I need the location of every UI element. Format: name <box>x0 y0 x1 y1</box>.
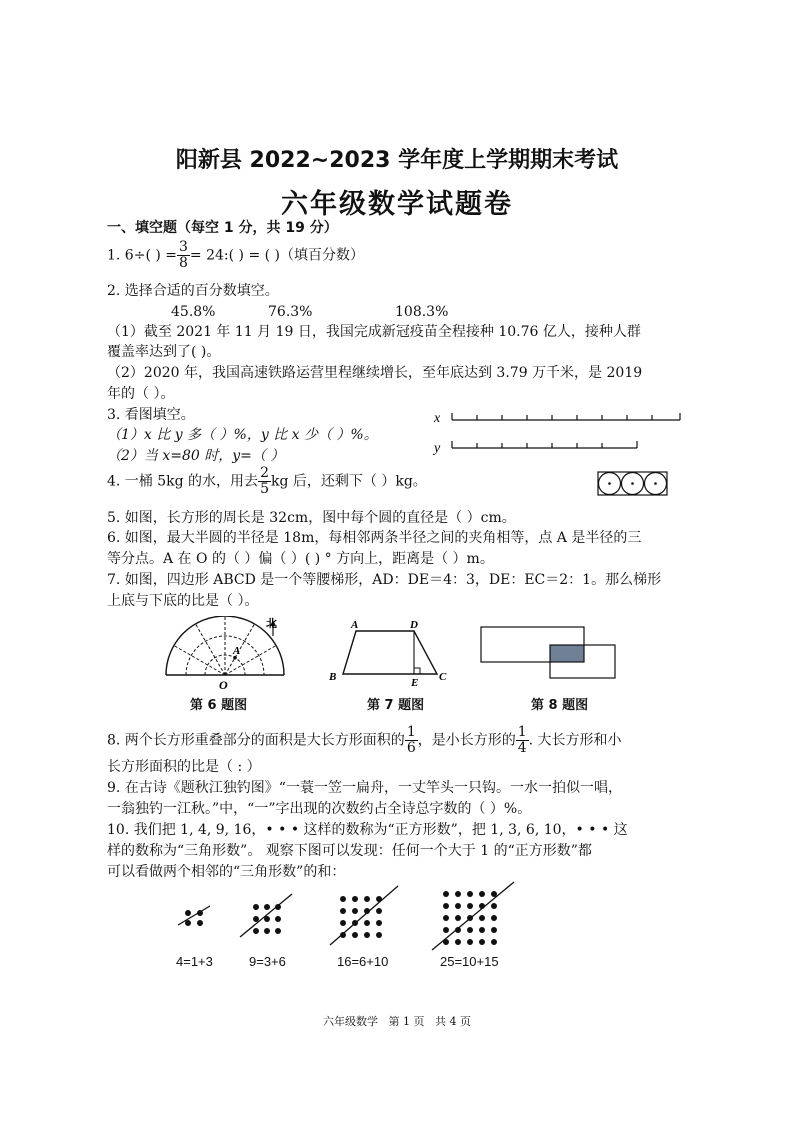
dot-patterns <box>170 880 530 952</box>
y-segment <box>452 441 637 448</box>
dot-pattern-4x4 <box>330 886 398 945</box>
equation-3: 16=6+10 <box>337 954 389 969</box>
circles-rectangle-diagram <box>597 471 669 497</box>
question-7-line2: 上底与下底的比是（ ）。 <box>107 593 259 609</box>
question-2-stem: 2. 选择合适的百分数填空。 <box>107 283 279 299</box>
question-8-line2: 长方形面积的比是（ : ） <box>107 759 261 775</box>
section-heading: 一、填空题（每空 1 分，共 19 分） <box>107 220 338 236</box>
q3-part1: （1）x 比 y 多（ ）%，y 比 x 少（ ）%。 <box>107 427 378 443</box>
equation-4: 25=10+15 <box>440 954 499 969</box>
label-y: y <box>434 441 441 456</box>
figure-7-caption: 第 7 题图 <box>367 698 425 713</box>
q2-part2-line1: （2）2020 年，我国高速铁路运营里程继续增长，至年底达到 3.79 万千米，是 2019 <box>107 365 643 381</box>
q2-option-1: 45.8% <box>171 304 216 320</box>
question-1 <box>107 240 364 271</box>
point-o-label: O <box>219 678 228 691</box>
figure-6 <box>160 616 290 691</box>
q2-part1-line1: （1）截至 2021 年 11 月 19 日，我国完成新冠疫苗全程接种 10.76 亿人，接种人群 <box>107 324 641 340</box>
q1-fraction: $\frac{3}{8}$ <box>179 239 188 271</box>
question-9-line1: 9. 在古诗《题秋江独钓图》“一蓑一笠一扁舟，一丈竿头一只钩。一水一拍似一唱， <box>107 780 622 796</box>
question-3-stem: 3. 看图填空。 <box>107 407 195 423</box>
figure-7 <box>325 618 455 688</box>
figure-6-caption: 第 6 题图 <box>190 698 248 713</box>
north-label: 北 <box>266 618 277 630</box>
question-4: 4. 一桶 5kg 的水，用去 $\frac{2}{5}$ kg 后，还剩下（ ）kg。 <box>107 465 427 497</box>
q2-option-2: 76.3% <box>268 304 313 320</box>
q3-part2: （2）当 x=80 时，y=（ ） <box>107 448 285 464</box>
question-8-line1: 8. 两个长方形重叠部分的面积是大长方形面积的 $\frac{1}{6}$ ，是小长方形的 $\frac{1}{4}$ . 大长方形和小 <box>107 724 622 756</box>
svg-text:E: E <box>411 677 419 688</box>
question-10-line2: 样的数称为“三角形数”。 观察下图可以发现：任何一个大于 1 的“正方形数”都 <box>107 843 592 859</box>
exam-subtitle: 六年级数学试题卷 <box>281 189 513 220</box>
dot-pattern-3x3 <box>240 894 292 937</box>
svg-text:D: D <box>410 619 418 631</box>
figure-8 <box>478 624 618 680</box>
dot-pattern-5x5 <box>432 882 514 950</box>
equation-2: 9=3+6 <box>249 954 286 969</box>
page-footer: 六年级数学 第 1 页 共 4 页 <box>323 1015 471 1028</box>
question-10-line1: 10. 我们把 1, 4, 9, 16，• • • 这样的数称为“正方形数”，把 1, 3, 6, 10，• • • 这 <box>107 822 628 838</box>
equation-1: 4=1+3 <box>176 954 213 969</box>
dot-pattern-2x2 <box>178 906 210 926</box>
exam-title: 阳新县 2022~2023 学年度上学期期末考试 <box>175 148 619 173</box>
q1-post: = 24:( ) = ( )（填百分数） <box>189 247 365 264</box>
q2-option-3: 108.3% <box>395 304 449 320</box>
q8-fraction-2: $\frac{1}{4}$ <box>517 724 527 756</box>
question-6-line1: 6. 如图，最大半圆的半径是 18m，每相邻两条半径之间的夹角相等，点 A 是半径的三 <box>107 530 642 546</box>
question-7-line1: 7. 如图，四边形 ABCD 是一个等腰梯形，AD：DE＝4：3，DE：EC＝2：1。那么梯形 <box>107 572 662 588</box>
svg-text:C: C <box>439 671 447 683</box>
figure-8-caption: 第 8 题图 <box>531 698 589 713</box>
overlap-area <box>550 645 584 662</box>
q8-fraction-1: $\frac{1}{6}$ <box>406 724 416 756</box>
question-10-line3: 可以看做两个相邻的“三角形数”的和： <box>107 864 346 880</box>
question-9-line2: 一翁独钓一江秋。”中，“一”字出现的次数约占全诗总字数的（ ）%。 <box>107 801 532 817</box>
label-x: x <box>434 411 441 426</box>
svg-text:A: A <box>351 619 359 631</box>
q3-segment-diagram <box>430 408 690 456</box>
svg-text:B: B <box>329 671 337 683</box>
question-6-line2: 等分点。A 在 O 的（ ）偏（ ）( ) ° 方向上，距离是（ ）m。 <box>107 551 494 567</box>
x-segment <box>452 413 680 420</box>
point-a-label: A <box>233 645 241 657</box>
q4-fraction: $\frac{2}{5}$ <box>260 465 269 497</box>
question-5: 5. 如图，长方形的周长是 32cm，图中每个圆的直径是（ ）cm。 <box>107 510 516 526</box>
q2-part1-line2: 覆盖率达到了( )。 <box>107 344 221 360</box>
q1-pre: 1. 6÷( ) = <box>107 247 177 264</box>
q2-part2-line2: 年的（ ）。 <box>107 386 175 402</box>
